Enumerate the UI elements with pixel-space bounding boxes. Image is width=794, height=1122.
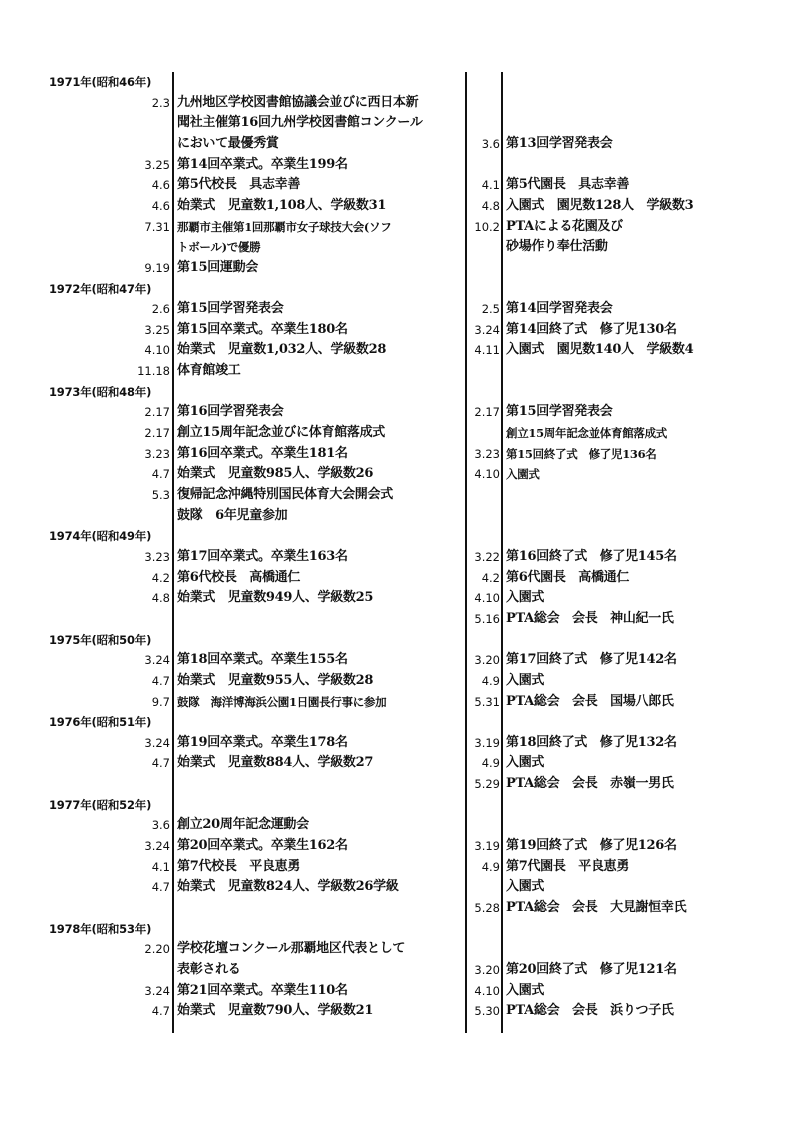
school-date: 3.25 <box>144 157 170 172</box>
year-label: 1976年(昭和51年) <box>49 715 152 730</box>
school-event: 鼓隊 6年児童参加 <box>177 507 288 523</box>
school-event: 始業式 児童数1,108人、学級数31 <box>177 197 387 213</box>
kinder-event: 第14回終了式 修了児130名 <box>506 321 677 337</box>
school-date: 3.24 <box>144 983 170 998</box>
event-row <box>0 196 794 216</box>
event-row <box>0 1001 794 1021</box>
school-date: 4.7 <box>151 880 170 895</box>
school-date: 11.18 <box>137 364 170 379</box>
school-event: 第15回運動会 <box>177 259 258 275</box>
kinder-date: 4.1 <box>481 178 500 193</box>
event-row <box>0 299 794 319</box>
school-event: 第7代校長 平良恵勇 <box>177 858 301 874</box>
school-event: 始業式 児童数790人、学級数21 <box>177 1003 374 1019</box>
event-row <box>0 857 794 877</box>
kinder-event: 入園式 <box>506 467 540 482</box>
event-row <box>0 320 794 340</box>
event-row <box>0 877 794 897</box>
kinder-date: 2.17 <box>474 405 500 420</box>
school-event: 創立15周年記念並びに体育館落成式 <box>177 425 385 441</box>
school-event: 表彰される <box>177 961 241 977</box>
kinder-event: 第13回学習発表会 <box>506 135 613 151</box>
school-event: 体育館竣工 <box>177 363 241 379</box>
school-date: 4.6 <box>151 178 170 193</box>
event-row <box>0 402 794 422</box>
event-row <box>0 815 794 835</box>
school-date: 3.24 <box>144 735 170 750</box>
kinder-event: 第14回学習発表会 <box>506 301 613 317</box>
school-event: 聞社主催第16回九州学校図書館コンクール <box>177 115 423 131</box>
kinder-event: 創立15周年記念並体育館落成式 <box>506 426 668 441</box>
kinder-date: 4.11 <box>474 343 500 358</box>
kinder-event: PTA総会 会長 大見謝恒幸氏 <box>506 900 687 915</box>
school-event: 復帰記念沖縄特別国民体育大会開会式 <box>177 487 393 502</box>
kinder-date: 3.23 <box>474 446 500 461</box>
kinder-date: 5.16 <box>474 611 500 626</box>
year-label: 1977年(昭和52年) <box>49 797 152 812</box>
kinder-date: 4.10 <box>474 983 500 998</box>
school-date: 9.7 <box>151 694 170 709</box>
kinder-event: PTA総会 会長 赤嶺一男氏 <box>506 776 674 792</box>
year-row <box>0 382 794 402</box>
school-date: 2.17 <box>144 426 170 441</box>
year-row <box>0 712 794 732</box>
year-row <box>0 279 794 299</box>
school-date: 2.20 <box>144 942 170 957</box>
kinder-event: 第7代園長 平良恵勇 <box>506 858 630 874</box>
kinder-date: 3.24 <box>474 322 500 337</box>
kinder-date: 4.9 <box>481 756 500 771</box>
event-row <box>0 568 794 588</box>
school-event: 始業式 児童数884人、学級数27 <box>177 755 374 771</box>
event-row <box>0 485 794 505</box>
school-event: 第18回卒業式。卒業生155名 <box>177 652 348 668</box>
kinder-date: 3.20 <box>474 653 500 668</box>
event-row <box>0 155 794 175</box>
kinder-date: 5.30 <box>474 1004 500 1019</box>
school-date: 3.23 <box>144 549 170 564</box>
event-row <box>0 113 794 133</box>
kinder-date: 5.31 <box>474 694 500 709</box>
school-date: 3.23 <box>144 446 170 461</box>
event-row <box>0 981 794 1001</box>
event-row <box>0 258 794 278</box>
event-row <box>0 464 794 484</box>
event-row <box>0 175 794 195</box>
kinder-event: 第16回終了式 修了児145名 <box>506 548 677 564</box>
school-event: 学校花壇コンクール那覇地区代表として <box>177 941 406 957</box>
kinder-event: PTA総会 会長 国場八郎氏 <box>506 693 674 709</box>
kinder-event: 第5代園長 具志幸善 <box>506 177 630 193</box>
school-event: 始業式 児童数949人、学級数25 <box>177 590 374 606</box>
school-date: 4.7 <box>151 1004 170 1019</box>
school-date: 2.3 <box>151 95 170 110</box>
event-row <box>0 93 794 113</box>
kinder-event: 入園式 園児数128人 学級数3 <box>506 197 694 213</box>
school-event: 始業式 児童数985人、学級数26 <box>177 466 374 482</box>
kinder-date: 10.2 <box>474 219 500 234</box>
kinder-event: 入園式 園児数140人 学級数4 <box>506 342 694 358</box>
event-row <box>0 671 794 691</box>
school-event: 第5代校長 具志幸善 <box>177 177 301 193</box>
school-date: 4.7 <box>151 673 170 688</box>
year-label: 1975年(昭和50年) <box>49 632 152 647</box>
kinder-event: PTA総会 会長 神山紀一氏 <box>506 610 674 626</box>
kinder-event: 第18回終了式 修了児132名 <box>506 734 677 750</box>
kinder-date: 3.19 <box>474 839 500 854</box>
event-row <box>0 753 794 773</box>
school-event: 第16回学習発表会 <box>177 404 284 420</box>
school-date: 5.3 <box>151 488 170 502</box>
school-date: 9.19 <box>144 260 170 275</box>
school-event: 九州地区学校図書館協議会並びに西日本新 <box>177 94 419 110</box>
event-row <box>0 506 794 526</box>
kinder-date: 3.6 <box>481 136 500 151</box>
school-date: 2.6 <box>151 302 170 317</box>
kinder-date: 2.5 <box>481 302 500 317</box>
kinder-date: 4.9 <box>481 673 500 688</box>
school-event: 始業式 児童数955人、学級数28 <box>177 672 374 688</box>
event-row <box>0 898 794 918</box>
kinder-date: 5.29 <box>474 777 500 792</box>
school-date: 4.10 <box>144 343 170 358</box>
school-event: 始業式 児童数1,032人、学級数28 <box>177 342 387 358</box>
event-row <box>0 588 794 608</box>
year-label: 1973年(昭和48年) <box>49 384 152 399</box>
kinder-date: 4.8 <box>481 198 500 213</box>
school-date: 3.24 <box>144 653 170 668</box>
school-date: 4.1 <box>151 859 170 874</box>
event-row <box>0 836 794 856</box>
school-date: 3.25 <box>144 322 170 337</box>
kinder-event: PTAによる花園及び <box>506 218 623 234</box>
event-row <box>0 423 794 443</box>
kinder-event: 第17回終了式 修了児142名 <box>506 652 677 668</box>
kinder-date: 4.10 <box>474 591 500 606</box>
year-row <box>0 72 794 92</box>
school-event: において最優秀賞 <box>177 135 279 151</box>
school-date: 4.7 <box>151 756 170 771</box>
school-date: 2.17 <box>144 405 170 420</box>
event-row <box>0 609 794 629</box>
event-row <box>0 960 794 980</box>
year-label: 1978年(昭和53年) <box>49 921 152 936</box>
year-row <box>0 795 794 815</box>
school-event: 第20回卒業式。卒業生162名 <box>177 838 348 854</box>
school-event: 第15回学習発表会 <box>177 301 284 317</box>
year-row <box>0 526 794 546</box>
kinder-event: PTA総会 会長 浜りつ子氏 <box>506 1003 674 1019</box>
event-row <box>0 547 794 567</box>
school-event: 第15回卒業式。卒業生180名 <box>177 321 348 337</box>
kinder-event: 入園式 <box>506 672 545 688</box>
kinder-date: 3.19 <box>474 735 500 750</box>
year-label: 1974年(昭和49年) <box>49 529 152 544</box>
event-row <box>0 939 794 959</box>
event-row <box>0 237 794 257</box>
school-event: 鼓隊 海洋博海浜公園1日園長行事に参加 <box>177 694 387 709</box>
school-date: 4.7 <box>151 467 170 482</box>
kinder-event: 第15回終了式 修了児136名 <box>506 446 657 461</box>
event-row <box>0 361 794 381</box>
event-row <box>0 444 794 464</box>
kinder-event: 第6代園長 高橋通仁 <box>506 569 630 585</box>
school-date: 3.6 <box>151 818 170 833</box>
school-event: 創立20周年記念運動会 <box>177 817 309 833</box>
event-row <box>0 692 794 712</box>
school-event: 第6代校長 高橋通仁 <box>177 569 301 585</box>
kinder-date: 4.10 <box>474 467 500 482</box>
event-row <box>0 733 794 753</box>
kinder-event: 砂場作り奉仕活動 <box>506 239 608 255</box>
school-date: 4.2 <box>151 570 170 585</box>
kinder-date: 4.9 <box>481 859 500 874</box>
school-event: トボール)で優勝 <box>177 240 261 255</box>
kinder-date: 3.20 <box>474 962 500 977</box>
event-row <box>0 650 794 670</box>
school-date: 7.31 <box>144 219 170 234</box>
school-event: 第17回卒業式。卒業生163名 <box>177 548 348 564</box>
kinder-date: 5.28 <box>474 901 500 915</box>
kinder-event: 第20回終了式 修了児121名 <box>506 961 677 977</box>
kinder-event: 第15回学習発表会 <box>506 404 613 420</box>
event-row <box>0 134 794 154</box>
kinder-event: 第19回終了式 修了児126名 <box>506 838 677 854</box>
school-event: 第16回卒業式。卒業生181名 <box>177 445 348 461</box>
school-event: 第14回卒業式。卒業生199名 <box>177 156 348 172</box>
school-date: 4.8 <box>151 591 170 606</box>
school-date: 3.24 <box>144 839 170 854</box>
kinder-date: 3.22 <box>474 549 500 564</box>
event-row <box>0 774 794 794</box>
kinder-event: 入園式 <box>506 879 545 895</box>
kinder-event: 入園式 <box>506 982 545 998</box>
kinder-event: 入園式 <box>506 755 545 771</box>
school-event: 始業式 児童数824人、学級数26学級 <box>177 879 399 895</box>
year-row <box>0 919 794 939</box>
year-label: 1971年(昭和46年) <box>49 75 152 89</box>
kinder-event: 入園式 <box>506 590 545 606</box>
event-row <box>0 340 794 360</box>
year-row <box>0 630 794 650</box>
school-event: 第19回卒業式。卒業生178名 <box>177 734 348 750</box>
event-row <box>0 217 794 237</box>
year-label: 1972年(昭和47年) <box>49 281 152 296</box>
school-date: 4.6 <box>151 198 170 213</box>
school-event: 第21回卒業式。卒業生110名 <box>177 982 348 998</box>
school-event: 那覇市主催第1回那覇市女子球技大会(ソフ <box>177 219 392 234</box>
kinder-date: 4.2 <box>481 570 500 585</box>
